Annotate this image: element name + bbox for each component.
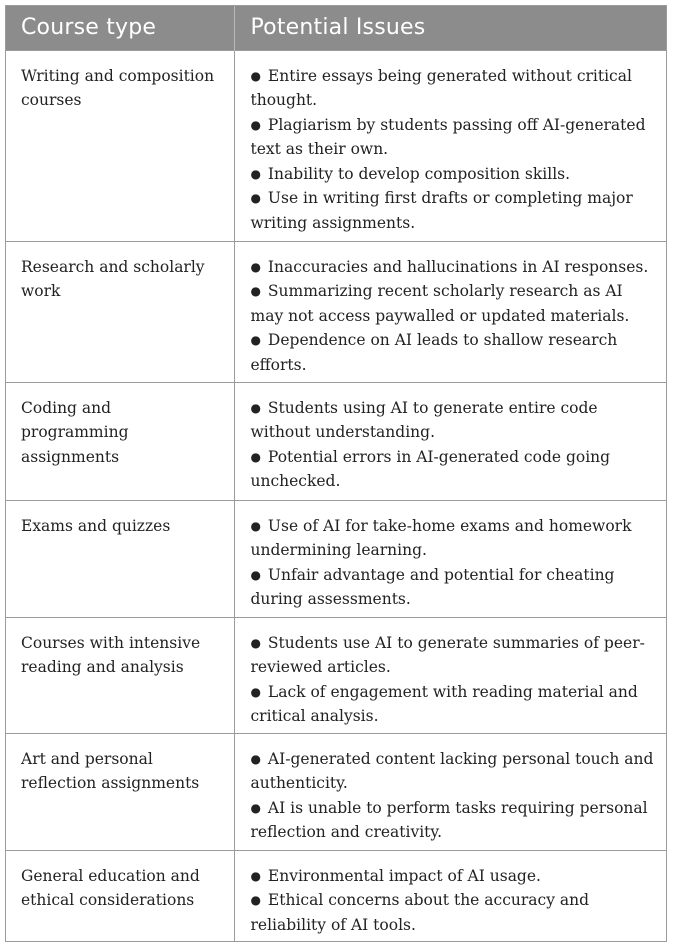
table-header-row <box>6 6 666 50</box>
issue-text: Students use AI to generate summaries of peer-reviewed articles. <box>250 633 645 677</box>
course-type-cell: Writing and composition courses <box>6 50 234 241</box>
course-issues-table <box>6 6 666 941</box>
bullet-icon: ● <box>250 284 261 299</box>
table-row <box>6 382 666 500</box>
bullet-icon: ● <box>250 333 261 348</box>
issues-cell <box>234 382 666 500</box>
issue-text: Environmental impact of AI usage. <box>267 866 541 885</box>
issue-text: Use in writing first drafts or completing major writing assignments. <box>250 189 633 233</box>
bullet-icon: ● <box>250 259 261 274</box>
bullet-icon: ● <box>250 800 261 815</box>
course-type-cell: General education and ethical considerations <box>6 850 234 941</box>
bullet-icon: ● <box>250 117 261 132</box>
course-type-cell: Exams and quizzes <box>6 500 234 617</box>
issue-text: AI is unable to perform tasks requiring personal reflection and creativity. <box>250 798 648 842</box>
bullet-icon: ● <box>250 166 261 181</box>
course-type-cell: Coding and programming assignments <box>6 382 234 500</box>
table-row <box>6 50 666 241</box>
bullet-icon: ● <box>250 684 261 699</box>
issue-item <box>251 888 657 937</box>
issue-item <box>251 328 657 377</box>
course-type-cell: Art and personal reflection assignments <box>6 733 234 850</box>
issue-item <box>251 796 657 845</box>
course-type-cell: Courses with intensive reading and analysis <box>6 617 234 733</box>
issue-text: Plagiarism by students passing off AI-generated text as their own. <box>250 115 646 159</box>
bullet-icon: ● <box>250 635 261 650</box>
bullet-icon: ● <box>250 567 261 582</box>
issues-cell <box>234 850 666 941</box>
issue-text: Inaccuracies and hallucinations in AI responses. <box>267 257 649 276</box>
table-row <box>6 850 666 941</box>
issue-item <box>251 631 657 680</box>
issue-text: Unfair advantage and potential for cheating during assessments. <box>250 565 615 609</box>
table-row <box>6 733 666 850</box>
issue-text: Lack of engagement with reading material and critical analysis. <box>250 682 638 726</box>
issues-cell <box>234 50 666 241</box>
issue-item <box>251 747 657 796</box>
issues-cell <box>234 617 666 733</box>
issues-cell <box>234 500 666 617</box>
bullet-icon: ● <box>250 518 261 533</box>
course-type-cell: Research and scholarly work <box>6 241 234 382</box>
issue-text: Use of AI for take-home exams and homework undermining learning. <box>250 516 632 560</box>
issue-text: Students using AI to generate entire code without understanding. <box>250 398 598 442</box>
issue-item <box>251 514 657 563</box>
issue-text: Summarizing recent scholarly research as AI may not access paywalled or updated materials. <box>250 282 630 325</box>
table-row <box>6 241 666 382</box>
bullet-icon: ● <box>250 400 261 415</box>
bullet-icon: ● <box>250 449 261 464</box>
issues-cell <box>234 241 666 382</box>
issue-item <box>251 563 657 612</box>
bullet-icon: ● <box>250 68 261 83</box>
issue-text: Ethical concerns about the accuracy and reliability of AI tools. <box>250 891 590 934</box>
issue-text: AI-generated content lacking personal touch and authenticity. <box>250 749 654 793</box>
issue-item <box>251 113 657 162</box>
table-row <box>6 500 666 617</box>
issue-item <box>251 445 657 494</box>
issue-item <box>251 680 657 729</box>
issue-item <box>251 255 657 280</box>
bullet-icon: ● <box>250 868 261 883</box>
table-row <box>6 617 666 733</box>
issue-item <box>251 186 657 235</box>
issue-item <box>251 396 657 445</box>
course-issues-table-container <box>5 5 667 942</box>
issue-text: Inability to develop composition skills. <box>267 164 571 183</box>
issue-item <box>251 162 657 187</box>
bullet-icon: ● <box>250 751 261 766</box>
issue-text: Dependence on AI leads to shallow research efforts. <box>250 331 618 374</box>
bullet-icon: ● <box>250 893 261 908</box>
column-header-potential-issues: Potential Issues <box>234 6 666 50</box>
issue-item <box>251 864 657 889</box>
issue-item <box>251 64 657 113</box>
column-header-course-type: Course type <box>6 6 234 50</box>
issues-cell <box>234 733 666 850</box>
issue-item <box>251 279 657 328</box>
bullet-icon: ● <box>250 191 261 206</box>
issue-text: Potential errors in AI-generated code going unchecked. <box>250 447 611 491</box>
issue-text: Entire essays being generated without critical thought. <box>250 66 632 110</box>
